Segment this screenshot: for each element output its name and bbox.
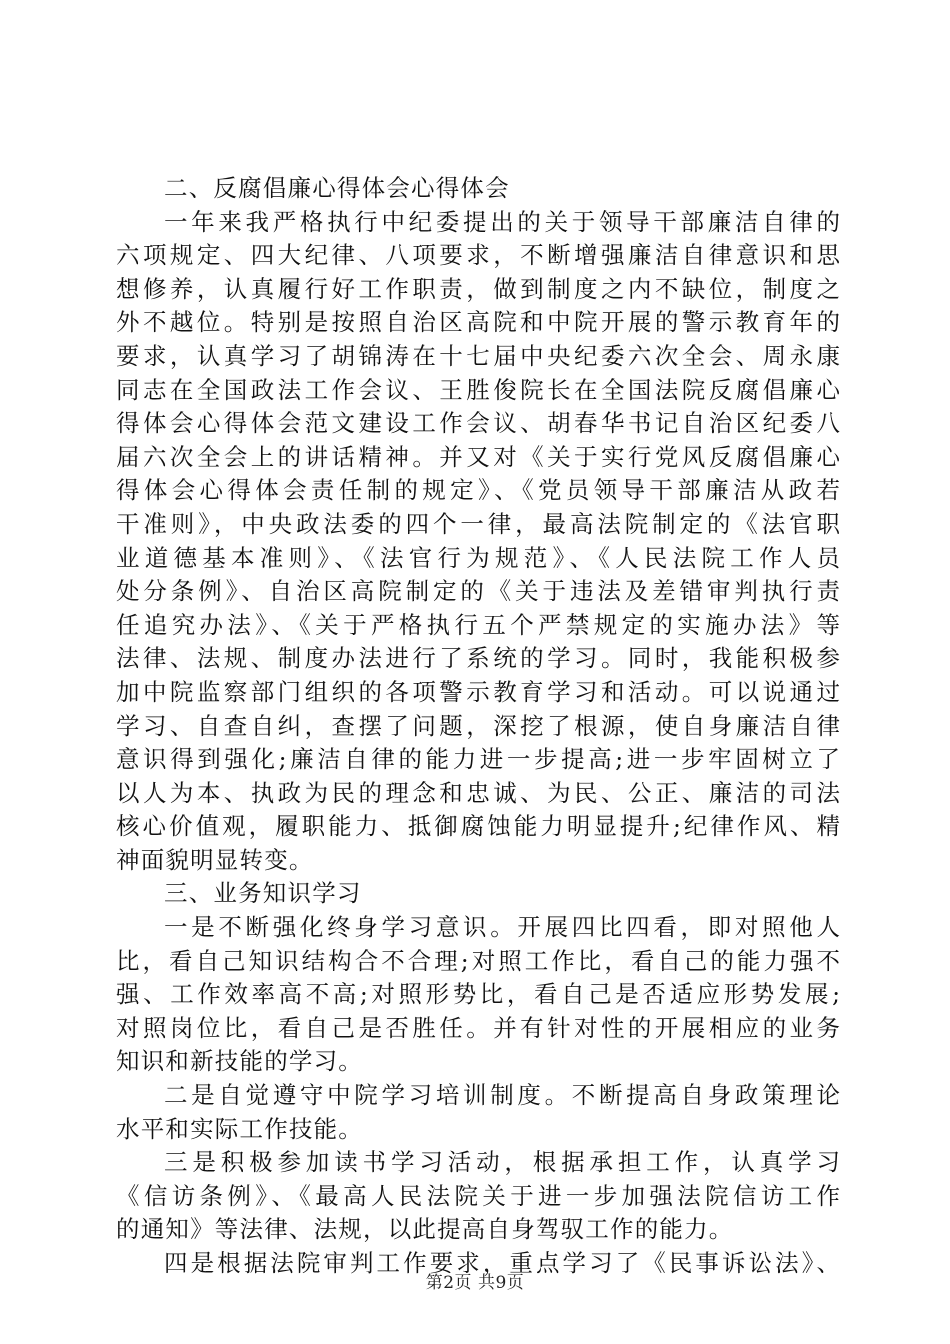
text-line: 比，看自己知识结构合不合理;对照工作比，看自己的能力强不	[116, 946, 840, 975]
text-line: 业道德基本准则》、《法官行为规范》、《人民法院工作人员	[116, 543, 840, 572]
text-line: 一年来我严格执行中纪委提出的关于领导干部廉洁自律的	[164, 207, 840, 236]
text-line: 二是自觉遵守中院学习培训制度。不断提高自身政策理论	[164, 1081, 840, 1110]
text-line: 意识得到强化;廉洁自律的能力进一步提高;进一步牢固树立了	[116, 745, 840, 774]
text-line: 得体会心得体会范文建设工作会议、胡春华书记自治区纪委八	[116, 409, 840, 438]
text-line: 核心价值观，履职能力、抵御腐蚀能力明显提升;纪律作风、精	[116, 812, 840, 841]
text-line: 想修养，认真履行好工作职责，做到制度之内不缺位，制度之	[116, 274, 840, 303]
document-body	[116, 172, 840, 1281]
text-line: 二、反腐倡廉心得体会心得体会	[164, 174, 510, 202]
text-line: 三是积极参加读书学习活动，根据承担工作，认真学习	[164, 1148, 840, 1177]
text-line: 任追究办法》、《关于严格执行五个严禁规定的实施办法》等	[116, 610, 840, 639]
page-number-footer: 第2页 共9页	[425, 1273, 525, 1293]
text-line: 法律、法规、制度办法进行了系统的学习。同时，我能积极参	[116, 644, 840, 673]
text-line: 干准则》，中央政法委的四个一律，最高法院制定的《法官职	[116, 509, 840, 538]
text-line: 六项规定、四大纪律、八项要求，不断增强廉洁自律意识和思	[116, 241, 840, 270]
text-line: 加中院监察部门组织的各项警示教育学习和活动。可以说通过	[116, 677, 840, 706]
text-line: 得体会心得体会责任制的规定》、《党员领导干部廉洁从政若	[116, 476, 840, 505]
text-line: 一是不断强化终身学习意识。开展四比四看，即对照他人	[164, 913, 840, 942]
text-line: 同志在全国政法工作会议、王胜俊院长在全国法院反腐倡廉心	[116, 375, 840, 404]
text-line: 神面貌明显转变。	[116, 845, 314, 874]
text-line: 《信访条例》、《最高人民法院关于进一步加强法院信访工作	[116, 1181, 840, 1210]
text-line: 学习、自查自纠，查摆了问题，深挖了根源，使自身廉洁自律	[116, 711, 840, 740]
text-line: 三、业务知识学习	[164, 879, 362, 908]
text-line: 的通知》等法律、法规，以此提高自身驾驭工作的能力。	[116, 1215, 734, 1244]
text-line: 水平和实际工作技能。	[116, 1114, 363, 1143]
text-line: 届六次全会上的讲话精神。并又对《关于实行党风反腐倡廉心	[116, 442, 840, 471]
text-line: 对照岗位比，看自己是否胜任。并有针对性的开展相应的业务	[116, 1013, 840, 1042]
text-line: 强、工作效率高不高;对照形势比，看自己是否适应形势发展;	[116, 980, 840, 1009]
text-line: 以人为本、执政为民的理念和忠诚、为民、公正、廉洁的司法	[116, 778, 840, 807]
text-line: 要求，认真学习了胡锦涛在十七届中央纪委六次全会、周永康	[116, 341, 840, 370]
text-line: 外不越位。特别是按照自治区高院和中院开展的警示教育年的	[116, 308, 840, 337]
text-line: 四是根据法院审判工作要求，重点学习了《民事诉讼法》、	[164, 1249, 840, 1277]
text-line: 知识和新技能的学习。	[116, 1047, 363, 1076]
text-line: 处分条例》、自治区高院制定的《关于违法及差错审判执行责	[116, 577, 840, 606]
